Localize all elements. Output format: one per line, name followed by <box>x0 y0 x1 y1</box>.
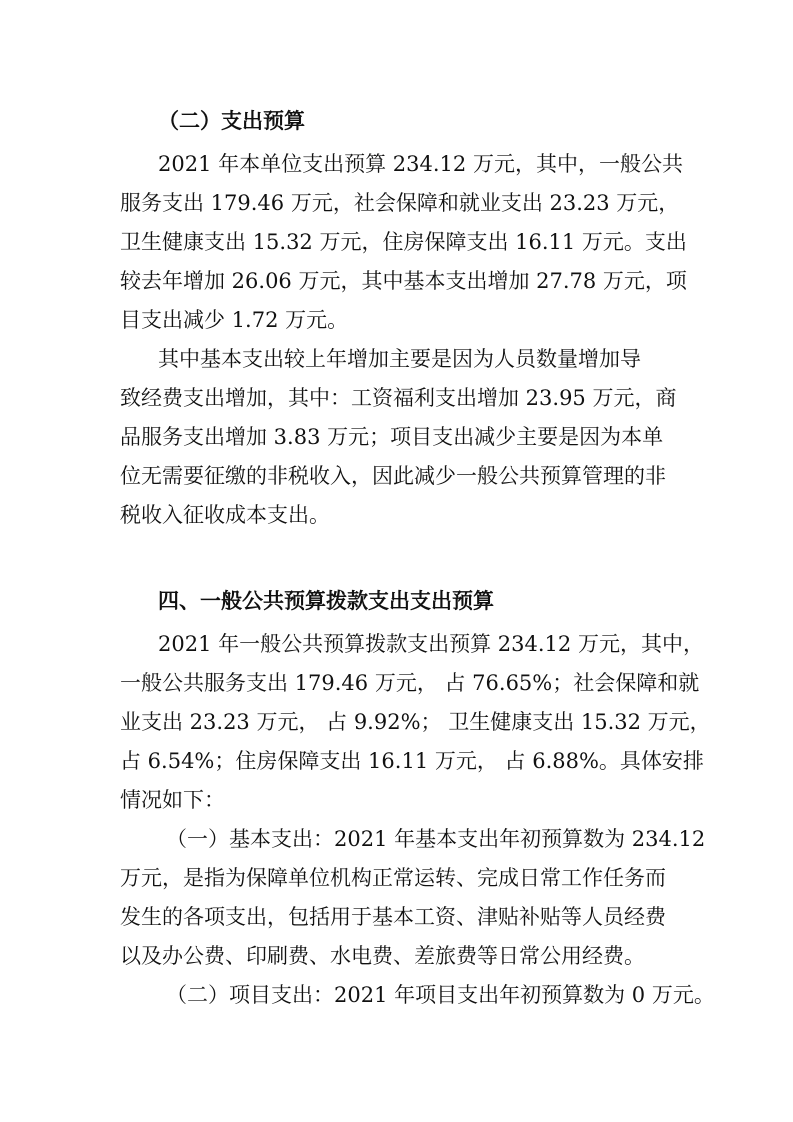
paragraph-line: 服务支出 179.46 万元，社会保障和就业支出 23.23 万元， <box>120 191 680 215</box>
paragraph-line: （一）基本支出：2021 年基本支出年初预算数为 234.12 <box>166 827 706 851</box>
paragraph-line: 2021 年本单位支出预算 234.12 万元，其中，一般公共 <box>158 152 683 176</box>
paragraph-line: 位无需要征缴的非税收入，因此减少一般公共预算管理的非 <box>120 464 666 488</box>
section-heading-expenditure-budget: （二）支出预算 <box>158 109 305 133</box>
paragraph-line: 卫生健康支出 15.32 万元，住房保障支出 16.11 万元。支出 <box>120 230 687 254</box>
paragraph-line: 2021 年一般公共预算拨款支出预算 234.12 万元，其中， <box>158 632 704 656</box>
paragraph-line: 业支出 23.23 万元， 占 9.92%； 卫生健康支出 15.32 万元， <box>120 710 711 734</box>
paragraph-line: 税收入征收成本支出。 <box>120 503 330 527</box>
paragraph-line: 较去年增加 26.06 万元，其中基本支出增加 27.78 万元，项 <box>120 269 687 293</box>
paragraph-line: 占 6.54%；住房保障支出 16.11 万元， 占 6.88%。具体安排 <box>120 749 704 773</box>
paragraph-line: 目支出减少 1.72 万元。 <box>120 308 349 332</box>
paragraph-line: 一般公共服务支出 179.46 万元， 占 76.65%；社会保障和就 <box>120 671 700 695</box>
paragraph-line: 发生的各项支出，包括用于基本工资、津贴补贴等人员经费 <box>120 905 666 929</box>
paragraph-line: 其中基本支出较上年增加主要是因为人员数量增加导 <box>158 347 641 371</box>
paragraph-line: 致经费支出增加，其中：工资福利支出增加 23.95 万元，商 <box>120 386 677 410</box>
paragraph-line: 万元，是指为保障单位机构正常运转、完成日常工作任务而 <box>120 866 666 890</box>
paragraph-line: （二）项目支出：2021 年项目支出年初预算数为 0 万元。 <box>166 983 715 1007</box>
paragraph-line: 情况如下： <box>120 788 225 812</box>
paragraph-line: 品服务支出增加 3.83 万元；项目支出减少主要是因为本单 <box>120 425 664 449</box>
paragraph-line: 以及办公费、印刷费、水电费、差旅费等日常公用经费。 <box>120 944 645 968</box>
section-heading-general-public-budget: 四、一般公共预算拨款支出支出预算 <box>158 589 494 613</box>
